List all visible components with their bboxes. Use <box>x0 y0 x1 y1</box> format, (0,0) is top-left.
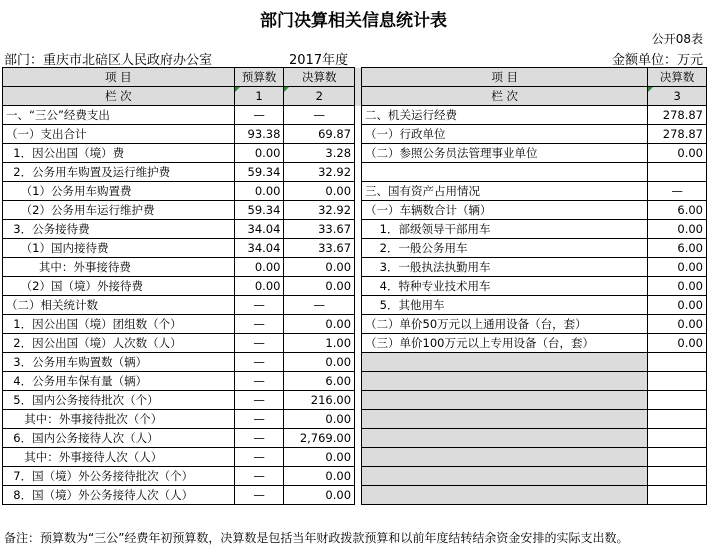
right-empty-value <box>648 429 707 448</box>
right-empty-cell <box>362 429 648 448</box>
final-cell: — <box>284 296 355 315</box>
right-item-cell: 3．一般执法执勤用车 <box>362 258 648 277</box>
right-empty-cell <box>362 410 648 429</box>
right-empty-cell <box>362 448 648 467</box>
final-cell: 32.92 <box>284 201 355 220</box>
final-cell: 32.92 <box>284 163 355 182</box>
column-gap <box>355 125 362 144</box>
table-row <box>3 201 707 220</box>
budget-cell: 0.00 <box>234 258 284 277</box>
final-cell: 6.00 <box>284 372 355 391</box>
header-budget: 预算数 <box>234 68 284 87</box>
budget-cell: 59.34 <box>234 201 284 220</box>
left-item-cell: （1）公务用车购置费 <box>3 182 235 201</box>
budget-cell: 0.00 <box>234 277 284 296</box>
final-cell: 69.87 <box>284 125 355 144</box>
table-note: 备注：预算数为“三公”经费年初预算数，决算数是包括当年财政拨款预算和以前年度结转结余资金安排的实际支出数。 <box>4 531 629 545</box>
right-final-cell: 278.87 <box>648 106 707 125</box>
table-row <box>3 258 707 277</box>
header-row <box>3 68 707 87</box>
column-gap <box>355 372 362 391</box>
table-row <box>3 315 707 334</box>
table-row <box>3 467 707 486</box>
table-row <box>3 144 707 163</box>
table-row <box>3 239 707 258</box>
final-cell: 0.00 <box>284 277 355 296</box>
left-item-cell: （二）相关统计数 <box>3 296 235 315</box>
column-gap <box>355 220 362 239</box>
left-item-cell: 其中：外事接待人次（人） <box>3 448 235 467</box>
table-row <box>3 429 707 448</box>
left-item-cell: 2．公务用车购置及运行维护费 <box>3 163 235 182</box>
column-gap <box>355 68 362 87</box>
column-gap <box>355 448 362 467</box>
right-item-cell: （二）单价50万元以上通用设备（台，套） <box>362 315 648 334</box>
form-code: 公开08表 <box>651 32 703 46</box>
left-item-cell: 其中：外事接待批次（个） <box>3 410 235 429</box>
column-index-row <box>3 87 707 106</box>
final-cell: 0.00 <box>284 258 355 277</box>
final-cell: 216.00 <box>284 391 355 410</box>
right-item-cell: （一）车辆数合计（辆） <box>362 201 648 220</box>
budget-cell: 0.00 <box>234 144 284 163</box>
left-item-cell: 6．国内公务接待人次（人） <box>3 429 235 448</box>
header-right-final: 决算数 <box>648 68 707 87</box>
right-final-cell: 0.00 <box>648 315 707 334</box>
right-final-cell: 278.87 <box>648 125 707 144</box>
left-item-cell: （一）支出合计 <box>3 125 235 144</box>
final-cell: 0.00 <box>284 467 355 486</box>
budget-cell: 34.04 <box>234 239 284 258</box>
right-empty-value <box>648 391 707 410</box>
right-item-cell: 1．部级领导干部用车 <box>362 220 648 239</box>
right-final-cell: 6.00 <box>648 239 707 258</box>
right-item-cell <box>362 163 648 182</box>
budget-cell: — <box>234 391 284 410</box>
final-cell: 2,769.00 <box>284 429 355 448</box>
column-index-3: 3 <box>648 87 707 106</box>
right-empty-value <box>648 410 707 429</box>
table-row <box>3 277 707 296</box>
right-item-cell: （一）行政单位 <box>362 125 648 144</box>
column-index-1: 1 <box>234 87 284 106</box>
right-final-cell: 0.00 <box>648 277 707 296</box>
right-empty-value <box>648 372 707 391</box>
left-item-cell: 5．国内公务接待批次（个） <box>3 391 235 410</box>
table-row <box>3 353 707 372</box>
final-cell: 33.67 <box>284 220 355 239</box>
left-item-cell: 7．国（境）外公务接待批次（个） <box>3 467 235 486</box>
right-column-label: 栏 次 <box>362 87 648 106</box>
column-gap <box>355 315 362 334</box>
left-item-cell: （2）国（境）外接待费 <box>3 277 235 296</box>
right-empty-cell <box>362 372 648 391</box>
right-item-cell: （三）单价100万元以上专用设备（台，套） <box>362 334 648 353</box>
final-cell: 0.00 <box>284 315 355 334</box>
department-label: 部门：重庆市北碚区人民政府办公室 <box>4 53 213 68</box>
table-row <box>3 410 707 429</box>
budget-cell: — <box>234 486 284 505</box>
table-row <box>3 296 707 315</box>
right-item-cell: 2．一般公务用车 <box>362 239 648 258</box>
budget-cell: — <box>234 296 284 315</box>
left-item-cell: （2）公务用车运行维护费 <box>3 201 235 220</box>
final-cell: 1.00 <box>284 334 355 353</box>
budget-cell: — <box>234 429 284 448</box>
table-row <box>3 182 707 201</box>
right-empty-value <box>648 467 707 486</box>
right-final-cell: 0.00 <box>648 334 707 353</box>
table-row <box>3 220 707 239</box>
column-index-2: 2 <box>284 87 355 106</box>
column-gap <box>355 87 362 106</box>
table-row <box>3 486 707 505</box>
column-gap <box>355 410 362 429</box>
table-row <box>3 372 707 391</box>
column-gap <box>355 334 362 353</box>
right-final-cell: 0.00 <box>648 296 707 315</box>
column-gap <box>355 391 362 410</box>
right-final-cell: 0.00 <box>648 220 707 239</box>
final-cell: 3.28 <box>284 144 355 163</box>
final-cell: — <box>284 106 355 125</box>
column-label: 栏 次 <box>3 87 235 106</box>
fiscal-year: 2017年度 <box>289 53 349 68</box>
column-gap <box>355 239 362 258</box>
left-item-cell: 1．因公出国（境）团组数（个） <box>3 315 235 334</box>
column-gap <box>355 296 362 315</box>
column-gap <box>355 429 362 448</box>
table-row <box>3 106 707 125</box>
left-item-cell: 其中：外事接待费 <box>3 258 235 277</box>
budget-cell: — <box>234 334 284 353</box>
statistics-table <box>2 67 707 505</box>
column-gap <box>355 258 362 277</box>
budget-cell: — <box>234 448 284 467</box>
budget-cell: 93.38 <box>234 125 284 144</box>
left-item-cell: 1．因公出国（境）费 <box>3 144 235 163</box>
final-cell: 0.00 <box>284 182 355 201</box>
left-item-cell: （1）国内接待费 <box>3 239 235 258</box>
final-cell: 0.00 <box>284 410 355 429</box>
column-gap <box>355 106 362 125</box>
right-empty-cell <box>362 467 648 486</box>
right-item-cell: 4．特种专业技术用车 <box>362 277 648 296</box>
table-row <box>3 391 707 410</box>
budget-cell: — <box>234 353 284 372</box>
table-row <box>3 448 707 467</box>
budget-cell: 0.00 <box>234 182 284 201</box>
column-gap <box>355 486 362 505</box>
table-row <box>3 163 707 182</box>
column-gap <box>355 201 362 220</box>
right-item-cell: 三、国有资产占用情况 <box>362 182 648 201</box>
budget-cell: — <box>234 106 284 125</box>
report-title: 部门决算相关信息统计表 <box>260 11 447 31</box>
left-item-cell: 2．因公出国（境）人次数（人） <box>3 334 235 353</box>
budget-cell: 59.34 <box>234 163 284 182</box>
header-item: 项 目 <box>3 68 235 87</box>
right-item-cell: （二）参照公务员法管理事业单位 <box>362 144 648 163</box>
final-cell: 0.00 <box>284 448 355 467</box>
right-final-cell: 0.00 <box>648 144 707 163</box>
right-final-cell: 0.00 <box>648 258 707 277</box>
table-row <box>3 125 707 144</box>
right-empty-cell <box>362 353 648 372</box>
header-final: 决算数 <box>284 68 355 87</box>
column-gap <box>355 182 362 201</box>
column-gap <box>355 353 362 372</box>
final-cell: 33.67 <box>284 239 355 258</box>
budget-cell: — <box>234 315 284 334</box>
budget-cell: — <box>234 410 284 429</box>
right-empty-value <box>648 353 707 372</box>
right-final-cell: — <box>648 182 707 201</box>
left-item-cell: 一、“三公”经费支出 <box>3 106 235 125</box>
right-empty-value <box>648 486 707 505</box>
column-gap <box>355 277 362 296</box>
left-item-cell: 4．公务用车保有量（辆） <box>3 372 235 391</box>
budget-cell: — <box>234 467 284 486</box>
right-final-cell: 6.00 <box>648 201 707 220</box>
left-item-cell: 3．公务接待费 <box>3 220 235 239</box>
budget-cell: 34.04 <box>234 220 284 239</box>
column-gap <box>355 467 362 486</box>
right-item-cell: 5．其他用车 <box>362 296 648 315</box>
right-final-cell <box>648 163 707 182</box>
final-cell: 0.00 <box>284 486 355 505</box>
table-row <box>3 334 707 353</box>
right-empty-cell <box>362 391 648 410</box>
right-empty-cell <box>362 486 648 505</box>
left-item-cell: 8．国（境）外公务接待人次（人） <box>3 486 235 505</box>
right-empty-value <box>648 448 707 467</box>
final-cell: 0.00 <box>284 353 355 372</box>
left-item-cell: 3．公务用车购置数（辆） <box>3 353 235 372</box>
right-item-cell: 二、机关运行经费 <box>362 106 648 125</box>
column-gap <box>355 144 362 163</box>
column-gap <box>355 163 362 182</box>
budget-cell: — <box>234 372 284 391</box>
header-right-item: 项 目 <box>362 68 648 87</box>
amount-unit: 金额单位：万元 <box>611 53 703 68</box>
